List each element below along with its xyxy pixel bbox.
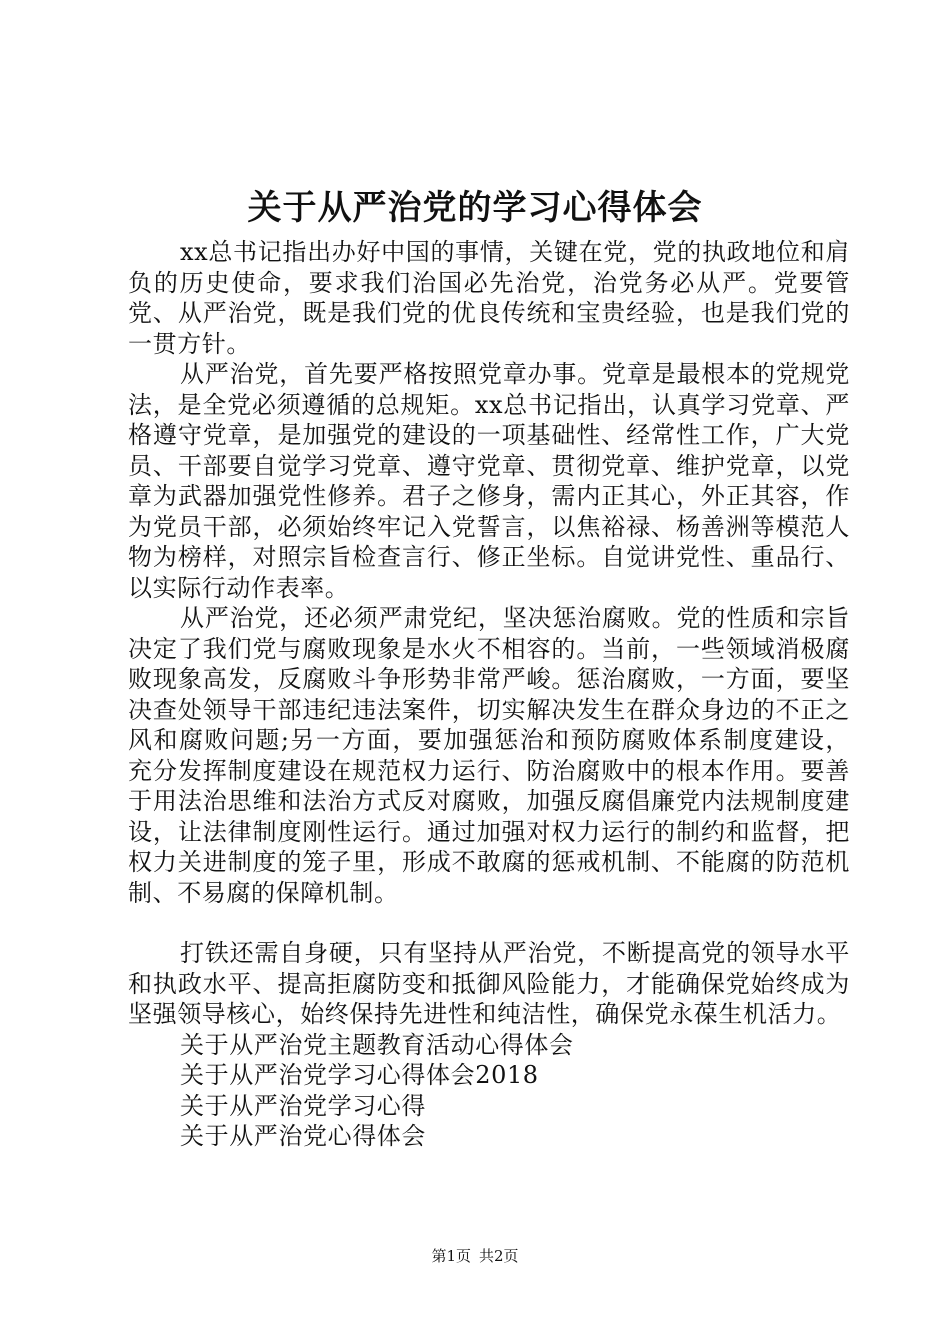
related-articles-list [128, 1030, 850, 1152]
paragraph-2: 从严治党，首先要严格按照党章办事。党章是最根本的党规党法，是全党必须遵循的总规矩。xx总书记指出，认真学习党章、严格遵守党章，是加强党的建设的一项基础性、经常性工作，广大党员、干部要自觉学习党章、遵守党章、贯彻党章、维护党章，以党章为武器加强党性修养。君子之修身，需内正其心，外正其容，作为党员干部，必须始终牢记入党誓言，以焦裕禄、杨善洲等模范人物为榜样，对照宗旨检查言行、修正坐标。自觉讲党性、重品行、以实际行动作表率。 [128, 360, 850, 602]
paragraph-spacer [128, 908, 850, 938]
paragraph-1: xx总书记指出办好中国的事情，关键在党，党的执政地位和肩负的历史使命，要求我们治国必先治党，治党务必从严。党要管党、从严治党，既是我们党的优良传统和宝贵经验，也是我们党的一贯方针。 [128, 238, 850, 358]
page-number-total: 共2页 [479, 1247, 519, 1265]
document-body [128, 237, 850, 1152]
page-footer [0, 1246, 950, 1266]
paragraph-4: 打铁还需自身硬，只有坚持从严治党，不断提高党的领导水平和执政水平、提高拒腐防变和抵御风险能力，才能确保党始终成为坚强领导核心，始终保持先进性和纯洁性，确保党永葆生机活力。 [128, 939, 850, 1028]
related-article-link[interactable]: 关于从严治党学习心得 [180, 1091, 426, 1120]
document-title: 关于从严治党的学习心得体会 [247, 188, 703, 228]
related-article-link[interactable]: 关于从严治党心得体会 [180, 1122, 426, 1150]
paragraph-3: 从严治党，还必须严肃党纪，坚决惩治腐败。党的性质和宗旨决定了我们党与腐败现象是水火不相容的。当前，一些领域消极腐败现象高发，反腐败斗争形势非常严峻。惩治腐败，一方面，要坚决查处领导干部违纪违法案件，切实解决发生在群众身边的不正之风和腐败问题;另一方面，要加强惩治和预防腐败体系制度建设，充分发挥制度建设在规范权力运行、防治腐败中的根本作用。要善于用法治思维和法治方式反对腐败，加强反腐倡廉党内法规制度建设，让法律制度刚性运行。通过加强对权力运行的制约和监督，把权力关进制度的笼子里，形成不敢腐的惩戒机制、不能腐的防范机制、不易腐的保障机制。 [128, 604, 850, 907]
related-article-link[interactable]: 关于从严治党学习心得体会2018 [180, 1061, 539, 1089]
page-number-current: 第1页 [431, 1247, 471, 1265]
related-article-link[interactable]: 关于从严治党主题教育活动心得体会 [180, 1030, 574, 1059]
